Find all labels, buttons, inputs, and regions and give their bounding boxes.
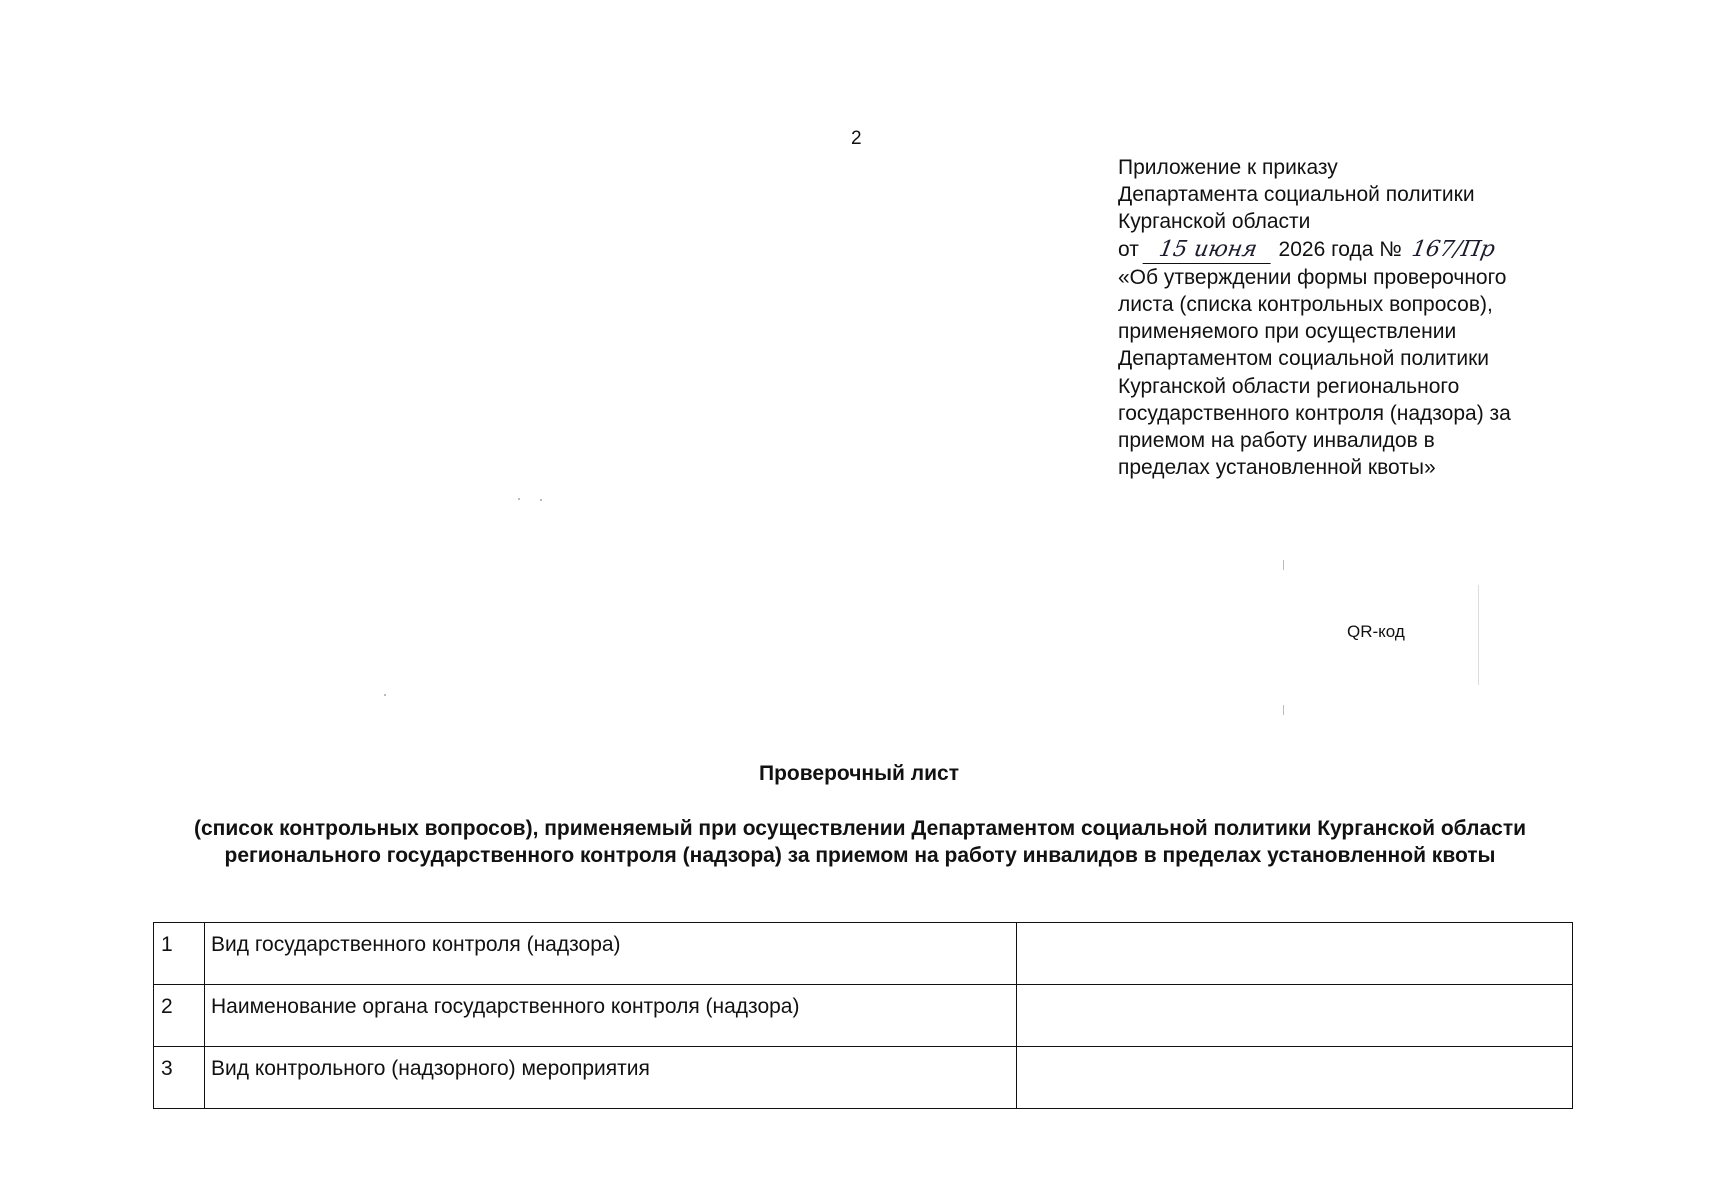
- appendix-date-line: [1118, 236, 1588, 264]
- appendix-line: Курганской области: [1118, 210, 1311, 234]
- checklist-table: [153, 922, 1573, 1109]
- appendix-line: «Об утверждении формы проверочного: [1118, 265, 1507, 289]
- scan-speck: [1283, 560, 1284, 570]
- row-label: Вид государственного контроля (надзора): [205, 923, 1017, 985]
- appendix-line: листа (списка контрольных вопросов),: [1118, 293, 1493, 317]
- table-row: [154, 923, 1573, 985]
- row-number: 2: [154, 985, 205, 1047]
- appendix-line: Департаментом социальной политики: [1118, 347, 1490, 371]
- appendix-line: Департамента социальной политики: [1118, 183, 1475, 207]
- appendix-line: применяемого при осуществлении: [1118, 320, 1457, 344]
- scan-speck: [518, 498, 520, 500]
- scan-speck: [540, 499, 542, 501]
- handwritten-order-number: 167/Пр: [1409, 236, 1497, 262]
- scan-speck: [1283, 705, 1284, 715]
- appendix-line: пределах установленной квоты»: [1118, 456, 1436, 480]
- handwritten-date: 15 июня: [1142, 236, 1275, 264]
- date-prefix: от: [1118, 237, 1139, 261]
- table-row: [154, 1047, 1573, 1109]
- table-row: [154, 985, 1573, 1047]
- appendix-line: Приложение к приказу: [1118, 156, 1338, 179]
- appendix-line: Курганской области регионального: [1118, 374, 1460, 398]
- row-number: 3: [154, 1047, 205, 1109]
- appendix-block: [1118, 154, 1588, 481]
- appendix-line: приемом на работу инвалидов в: [1118, 429, 1435, 453]
- row-value: [1017, 923, 1573, 985]
- appendix-line: государственного контроля (надзора) за: [1118, 401, 1511, 425]
- document-subtitle: (список контрольных вопросов), применяемый при осуществлении Департаментом социальной политики Курганской области регионального государственного контроля (надзора) за приемом на работу инвалидов в пределах установленной квоты: [193, 817, 1527, 867]
- row-label: Наименование органа государственного контроля (надзора): [205, 985, 1017, 1047]
- page-number: 2: [851, 128, 862, 149]
- document-title: Проверочный лист: [759, 762, 959, 785]
- row-value: [1017, 985, 1573, 1047]
- row-label: Вид контрольного (надзорного) мероприятия: [205, 1047, 1017, 1109]
- scan-speck: [384, 694, 386, 696]
- scan-speck: [1478, 585, 1479, 685]
- row-number: 1: [154, 923, 205, 985]
- year-text: 2026 года №: [1278, 237, 1402, 261]
- row-value: [1017, 1047, 1573, 1109]
- qr-code-label: QR-код: [1347, 622, 1405, 641]
